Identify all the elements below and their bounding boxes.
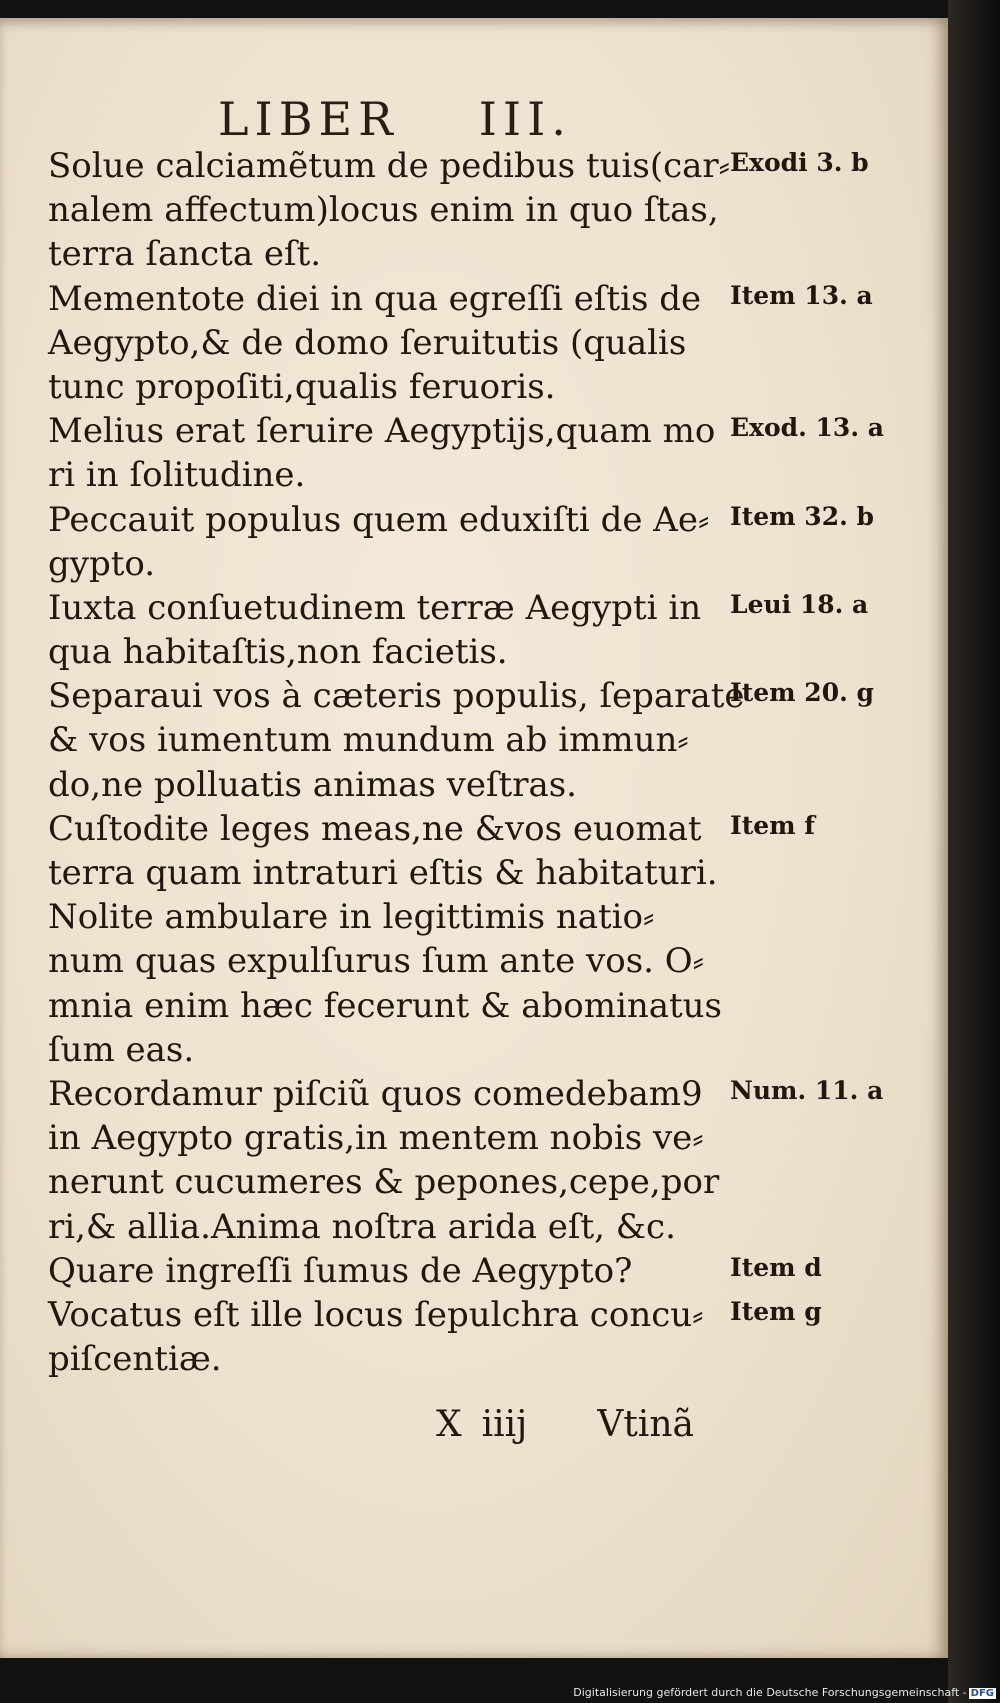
text-line: Cuſtodite leges meas,ne &vos euomat <box>48 808 702 849</box>
text-line: Peccauit populus quem eduxiſti de Ae⸗ <box>48 499 710 540</box>
text-line: Separaui vos à cæteris populis, ſeparate <box>48 676 745 717</box>
digitization-credit <box>573 1686 996 1699</box>
page-footer <box>436 1404 694 1445</box>
text-line: Mementote diei in qua egreſſi eſtis de <box>48 278 702 319</box>
text-line: terra ſancta eſt. <box>48 234 322 275</box>
book-page <box>0 18 948 1658</box>
marginal-reference: Num. 11. a <box>730 1076 884 1106</box>
text-line: ri,& allia.Anima noſtra arida eſt, &c. <box>48 1206 676 1247</box>
marginal-reference: Leui 18. a <box>730 590 869 619</box>
text-line: in Aegypto gratis,in mentem nobis ve⸗ <box>48 1118 704 1159</box>
text-line: gypto. <box>48 543 156 584</box>
text-line: qua habitaſtis,non facietis. <box>48 632 508 673</box>
text-line: ri in ſolitudine. <box>48 455 306 496</box>
marginal-reference: Item f <box>730 811 816 840</box>
marginal-reference: Item 20. g <box>730 678 874 708</box>
text-line: do,ne polluatis animas veſtras. <box>48 764 577 805</box>
signature-mark: X <box>436 1404 462 1445</box>
text-line: Solue calciamẽtum de pedibus tuis(car⸗ <box>48 146 730 186</box>
text-line: & vos iumentum mundum ab immun⸗ <box>48 720 689 761</box>
body-text <box>48 144 745 1381</box>
text-line: Aegypto,& de domo ſeruitutis (qualis <box>48 322 687 363</box>
catchword: Vtinã <box>597 1404 694 1445</box>
text-line: Recordamur piſciũ quos comedebam9 <box>48 1073 703 1114</box>
text-line: ſum eas. <box>48 1029 195 1070</box>
text-line: Melius erat ſeruire Aegyptijs,quam mo <box>48 411 716 452</box>
marginal-reference: Exod. 13. a <box>730 413 884 443</box>
folio-number: III. <box>478 92 572 146</box>
text-line: Nolite ambulare in legittimis natio⸗ <box>48 897 655 938</box>
running-title: LIBER <box>218 92 399 146</box>
text-line: Iuxta conſuetudinem terræ Aegypti in <box>48 587 702 628</box>
text-line: terra quam intraturi eſtis & habitaturi. <box>48 853 718 893</box>
marginal-reference: Item g <box>730 1297 822 1327</box>
running-header <box>218 92 572 146</box>
text-line: tunc propoſiti,qualis feruoris. <box>48 366 556 407</box>
marginal-reference: Item 13. a <box>730 280 873 310</box>
text-line: nerunt cucumeres & pepones,cepe,por <box>48 1162 720 1203</box>
page-edge-shadow <box>948 0 1000 1703</box>
text-line: nalem affectum)locus enim in quo ſtas, <box>48 190 719 231</box>
text-line: num quas expulſurus ſum ante vos. O⸗ <box>48 941 704 982</box>
dfg-logo: DFG <box>970 1688 994 1699</box>
text-line: piſcentiæ. <box>48 1339 222 1380</box>
marginal-reference: Item d <box>730 1253 822 1282</box>
text-line: Quare ingreſſi ſumus de Aegypto? <box>48 1250 633 1291</box>
signature-number: iiij <box>481 1404 528 1445</box>
text-line: mnia enim hæc fecerunt & abominatus <box>48 985 722 1026</box>
marginal-reference: Item 32. b <box>730 501 874 531</box>
credit-text: Digitalisierung gefördert durch die Deutsche Forschungsgemeinschaft - <box>573 1686 967 1699</box>
text-line: Vocatus eſt ille locus ſepulchra concu⸗ <box>48 1294 704 1335</box>
marginal-reference: Exodi 3. b <box>730 148 869 177</box>
